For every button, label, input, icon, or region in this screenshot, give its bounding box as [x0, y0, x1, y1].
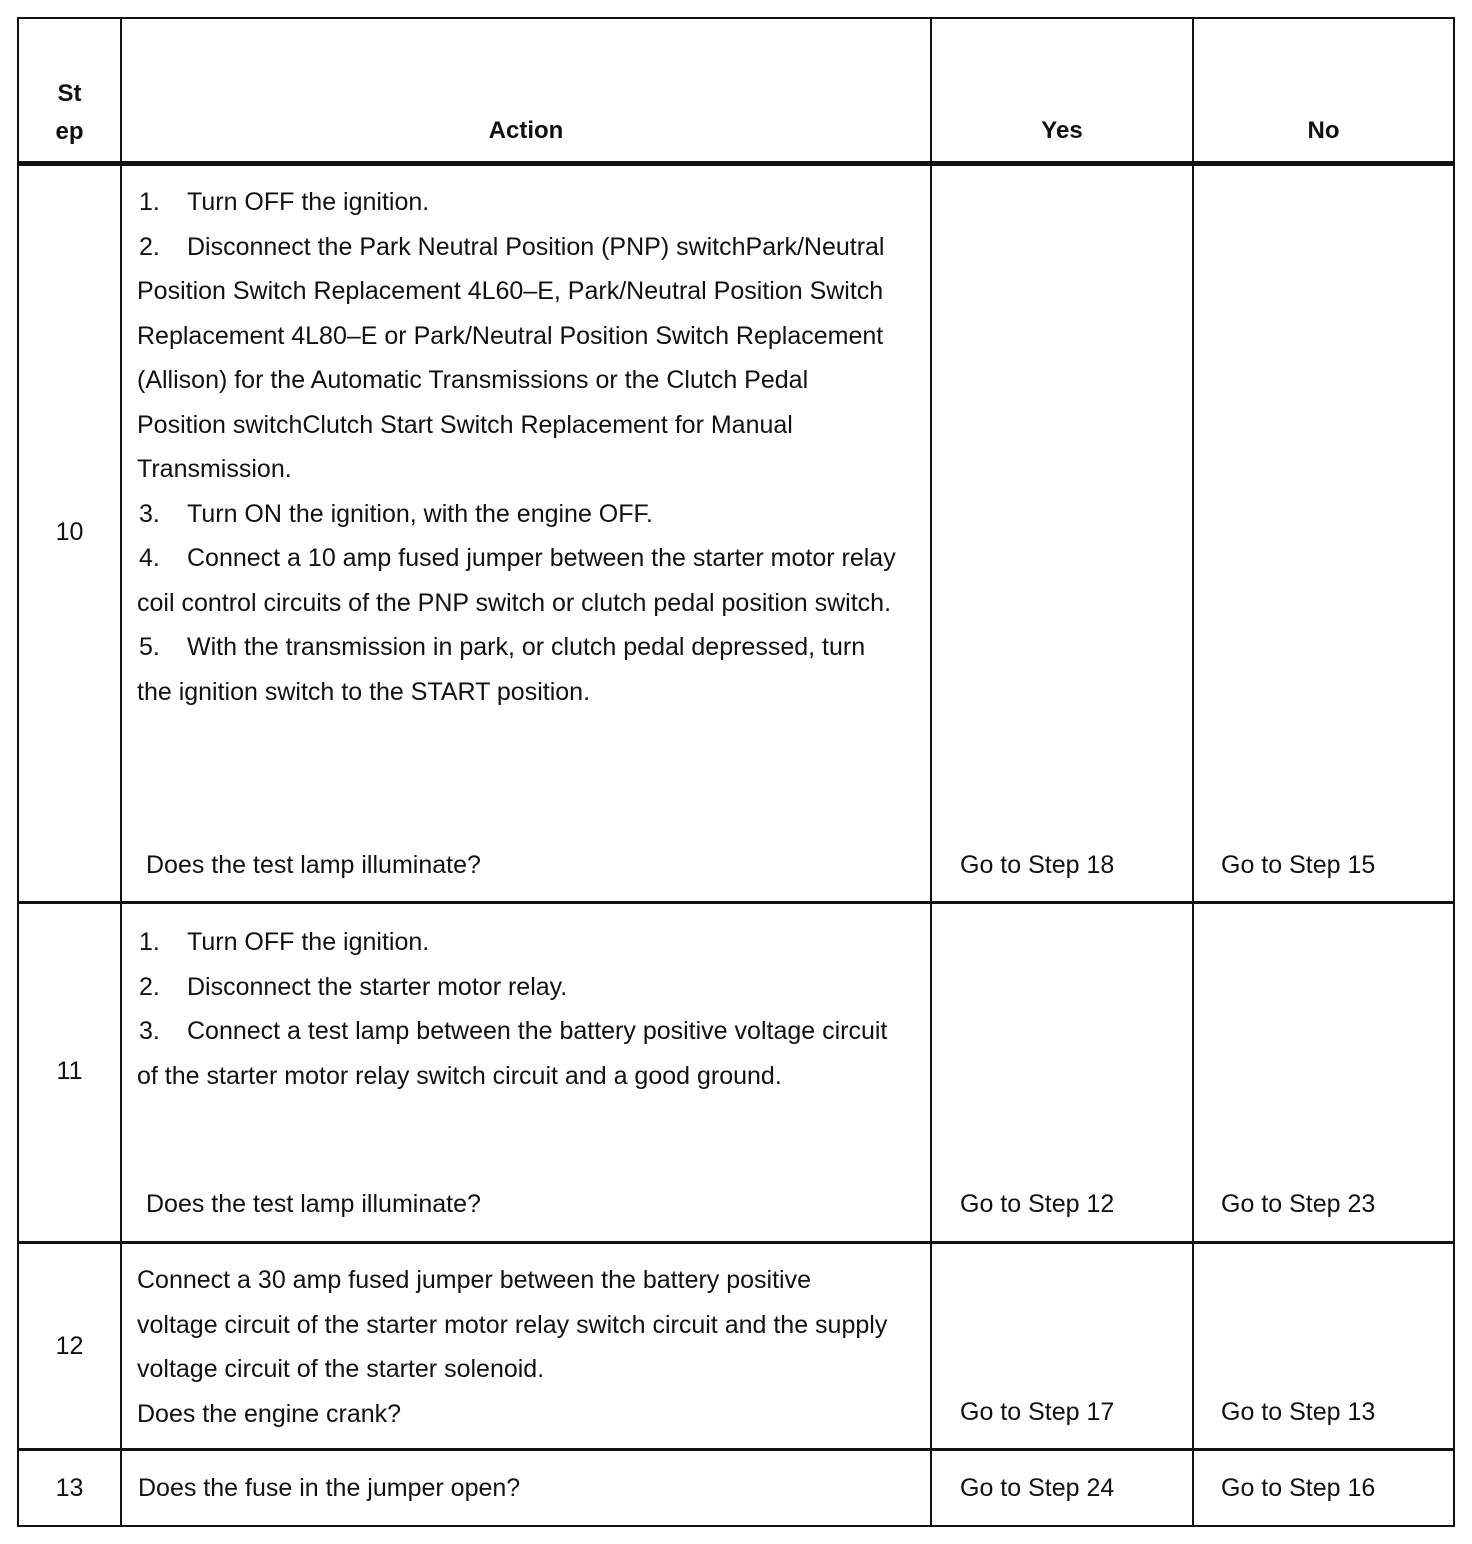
- step-number: 12: [55, 1332, 84, 1360]
- question-text: Does the engine crank?: [137, 1399, 402, 1428]
- no-outcome: Go to Step 13: [1221, 1398, 1376, 1426]
- table-border-top: [17, 17, 1455, 19]
- question-text: Does the test lamp illuminate?: [146, 1190, 481, 1218]
- row-divider: [17, 1448, 1455, 1451]
- list-item: 4. Connect a 10 amp fused jumper between the starter motor relay coil control circuits of the PNP switch or clutch pedal position switch.: [137, 544, 896, 617]
- list-item: 5. With the transmission in park, or clutch pedal depressed, turn the ignition switch to the START position.: [137, 633, 866, 706]
- yes-outcome: Go to Step 18: [960, 851, 1115, 879]
- question-text: Does the fuse in the jumper open?: [138, 1474, 521, 1502]
- row-divider: [17, 901, 1455, 904]
- no-outcome: Go to Step 23: [1221, 1190, 1376, 1218]
- yes-outcome: Go to Step 17: [960, 1398, 1115, 1426]
- list-item: 1. Turn OFF the ignition.: [139, 188, 430, 216]
- yes-outcome: Go to Step 12: [960, 1190, 1115, 1218]
- action-list: [137, 180, 897, 714]
- action-list: [137, 920, 897, 1098]
- no-outcome: Go to Step 15: [1221, 851, 1376, 879]
- header-divider: [17, 161, 1455, 166]
- action-text: Connect a 30 amp fused jumper between the battery positive voltage circuit of the starter motor relay switch circuit and the supply voltage circuit of the starter solenoid. Does the engine crank?: [137, 1258, 897, 1436]
- step-number: 13: [55, 1474, 84, 1502]
- table-border-left: [17, 17, 19, 1527]
- step-number: 11: [56, 1057, 83, 1085]
- no-outcome: Go to Step 16: [1221, 1474, 1376, 1502]
- list-item: 2. Disconnect the Park Neutral Position (PNP) switchPark/Neutral Position Switch Replacement 4L60–E, Park/Neutral Position Switch Replacement 4L80–E or Park/Neutral Position Switch Replacement (Allison) for the Automatic Transmissions or the Clutch Pedal Position switchClutch Start Switch Replacement for Manual Transmission.: [137, 232, 885, 483]
- yes-outcome: Go to Step 24: [960, 1474, 1115, 1502]
- table-border-bottom: [17, 1525, 1455, 1527]
- question-text: Does the test lamp illuminate?: [146, 851, 481, 879]
- list-item: 1. Turn OFF the ignition.: [139, 928, 430, 956]
- column-divider: [120, 17, 122, 1527]
- step-number: 10: [55, 518, 84, 546]
- header-action: Action: [488, 117, 564, 144]
- table-border-right: [1453, 17, 1455, 1527]
- row-divider: [17, 1241, 1455, 1244]
- list-item: 3. Turn ON the ignition, with the engine OFF.: [139, 499, 653, 528]
- header-step: St ep: [55, 80, 84, 145]
- header-yes: Yes: [1041, 117, 1083, 144]
- header-no: No: [1307, 117, 1340, 144]
- column-divider: [930, 17, 932, 1527]
- diagnostic-table: [17, 17, 1455, 1527]
- column-divider: [1192, 17, 1194, 1527]
- list-item: 2. Disconnect the starter motor relay.: [139, 972, 568, 1001]
- list-item: 3. Connect a test lamp between the battery positive voltage circuit of the starter motor relay switch circuit and a good ground.: [137, 1017, 888, 1090]
